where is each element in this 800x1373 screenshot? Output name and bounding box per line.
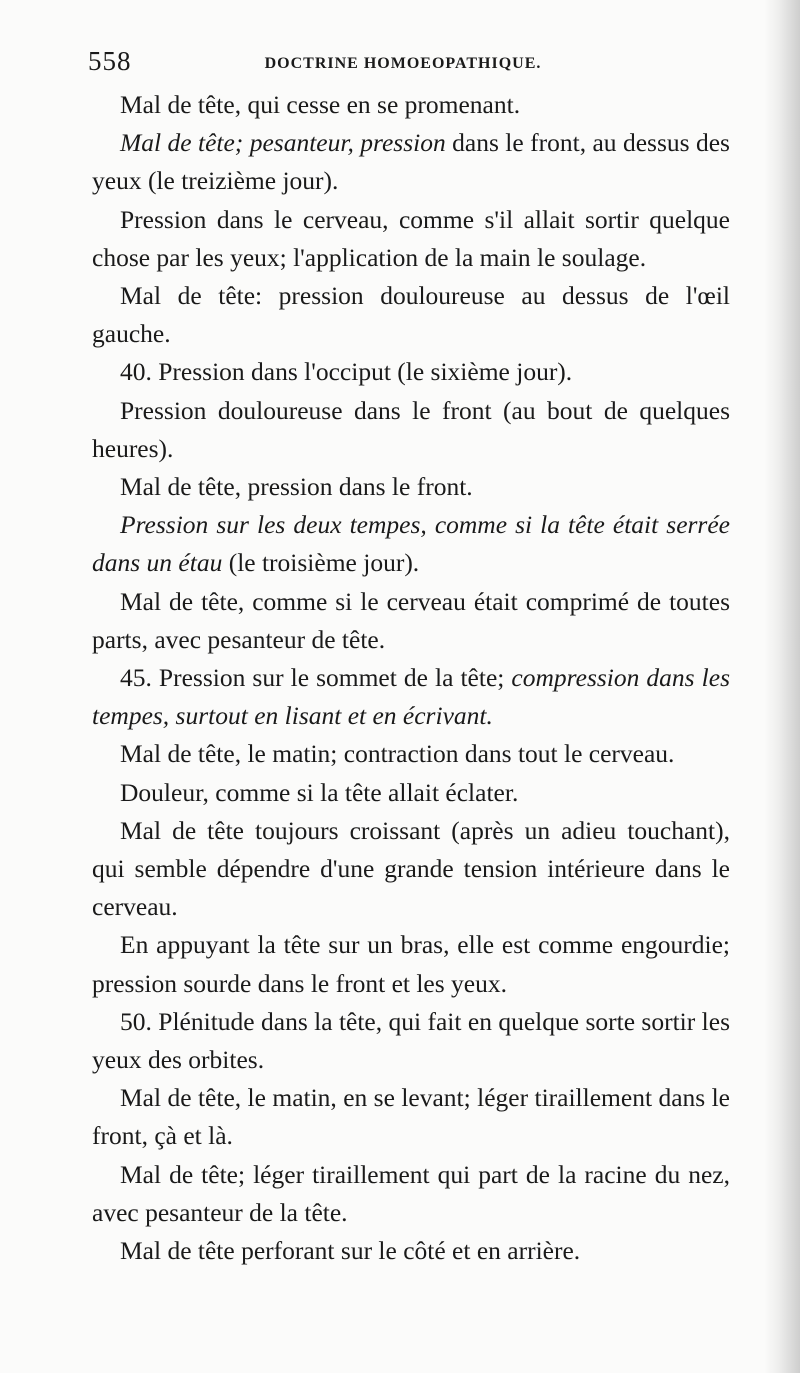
paragraph bbox=[92, 1232, 730, 1270]
paragraph bbox=[92, 506, 730, 582]
page-number: 558 bbox=[88, 46, 132, 76]
paragraph bbox=[92, 1079, 730, 1155]
running-title: DOCTRINE HOMOEOPATHIQUE. bbox=[264, 55, 542, 72]
body-text: Mal de tête; léger tiraillement qui part de la racine du nez, avec pesanteur de la tête. bbox=[92, 1159, 730, 1227]
paragraph bbox=[92, 583, 730, 659]
paragraph bbox=[92, 86, 730, 124]
italic-text: Mal de tête; pesanteur, pression bbox=[120, 128, 446, 158]
italic-text: compression dans les tempes, surtout en lisant et en écrivant. bbox=[92, 663, 730, 731]
paragraph bbox=[92, 124, 730, 200]
paragraph bbox=[92, 812, 730, 927]
paragraph bbox=[92, 735, 730, 773]
body-text: (le troisième jour). bbox=[222, 548, 420, 578]
page-header bbox=[88, 46, 718, 86]
paragraph bbox=[92, 353, 730, 391]
page-body bbox=[92, 86, 730, 1270]
paragraph bbox=[92, 392, 730, 468]
paragraph bbox=[92, 1003, 730, 1079]
paragraph bbox=[92, 201, 730, 277]
paragraph bbox=[92, 659, 730, 735]
body-text: Mal de tête perforant sur le côté et en arrière. bbox=[120, 1236, 581, 1266]
body-text: Mal de tête toujours croissant (après un adieu touchant), qui semble dépendre d'une grande tension intérieure dans le cerveau. bbox=[92, 815, 730, 922]
paragraph bbox=[92, 926, 730, 1002]
body-text: Mal de tête, le matin, en se levant; léger tiraillement dans le front, çà et là. bbox=[92, 1083, 730, 1151]
paragraph bbox=[92, 277, 730, 353]
paragraph bbox=[92, 1156, 730, 1232]
body-text: En appuyant la tête sur un bras, elle est comme engourdie; pression sourde dans le front et les yeux. bbox=[92, 930, 730, 998]
body-text: 50. Plénitude dans la tête, qui fait en quelque sorte sortir les yeux des orbites. bbox=[92, 1006, 730, 1075]
paragraph bbox=[92, 468, 730, 506]
body-text: Pression dans le cerveau, comme s'il allait sortir quelque chose par les yeux; l'application de la main le soulage. bbox=[92, 204, 730, 272]
paragraph bbox=[92, 774, 730, 812]
page-edge-shadow bbox=[764, 0, 800, 1373]
body-text: Mal de tête, comme si le cerveau était comprimé de toutes parts, avec pesanteur de tête. bbox=[92, 586, 730, 654]
body-text: Pression douloureuse dans le front (au bout de quelques heures). bbox=[92, 395, 730, 463]
body-text: Mal de tête: pression douloureuse au dessus de l'œil gauche. bbox=[92, 281, 730, 349]
body-text: Mal de tête, le matin; contraction dans tout le cerveau. bbox=[120, 739, 675, 769]
body-text: 45. Pression sur le sommet de la tête; bbox=[120, 663, 512, 693]
italic-text: Pression sur les deux tempes, comme si la tête était serrée dans un étau bbox=[92, 510, 730, 578]
body-text: Mal de tête, qui cesse en se promenant. bbox=[120, 90, 521, 119]
body-text: dans le front, au dessus des yeux (le treizième jour). bbox=[92, 128, 730, 196]
body-text: 40. Pression dans l'occiput (le sixième jour). bbox=[120, 357, 573, 387]
body-text: Mal de tête, pression dans le front. bbox=[120, 472, 473, 502]
body-text: Douleur, comme si la tête allait éclater. bbox=[120, 777, 519, 807]
